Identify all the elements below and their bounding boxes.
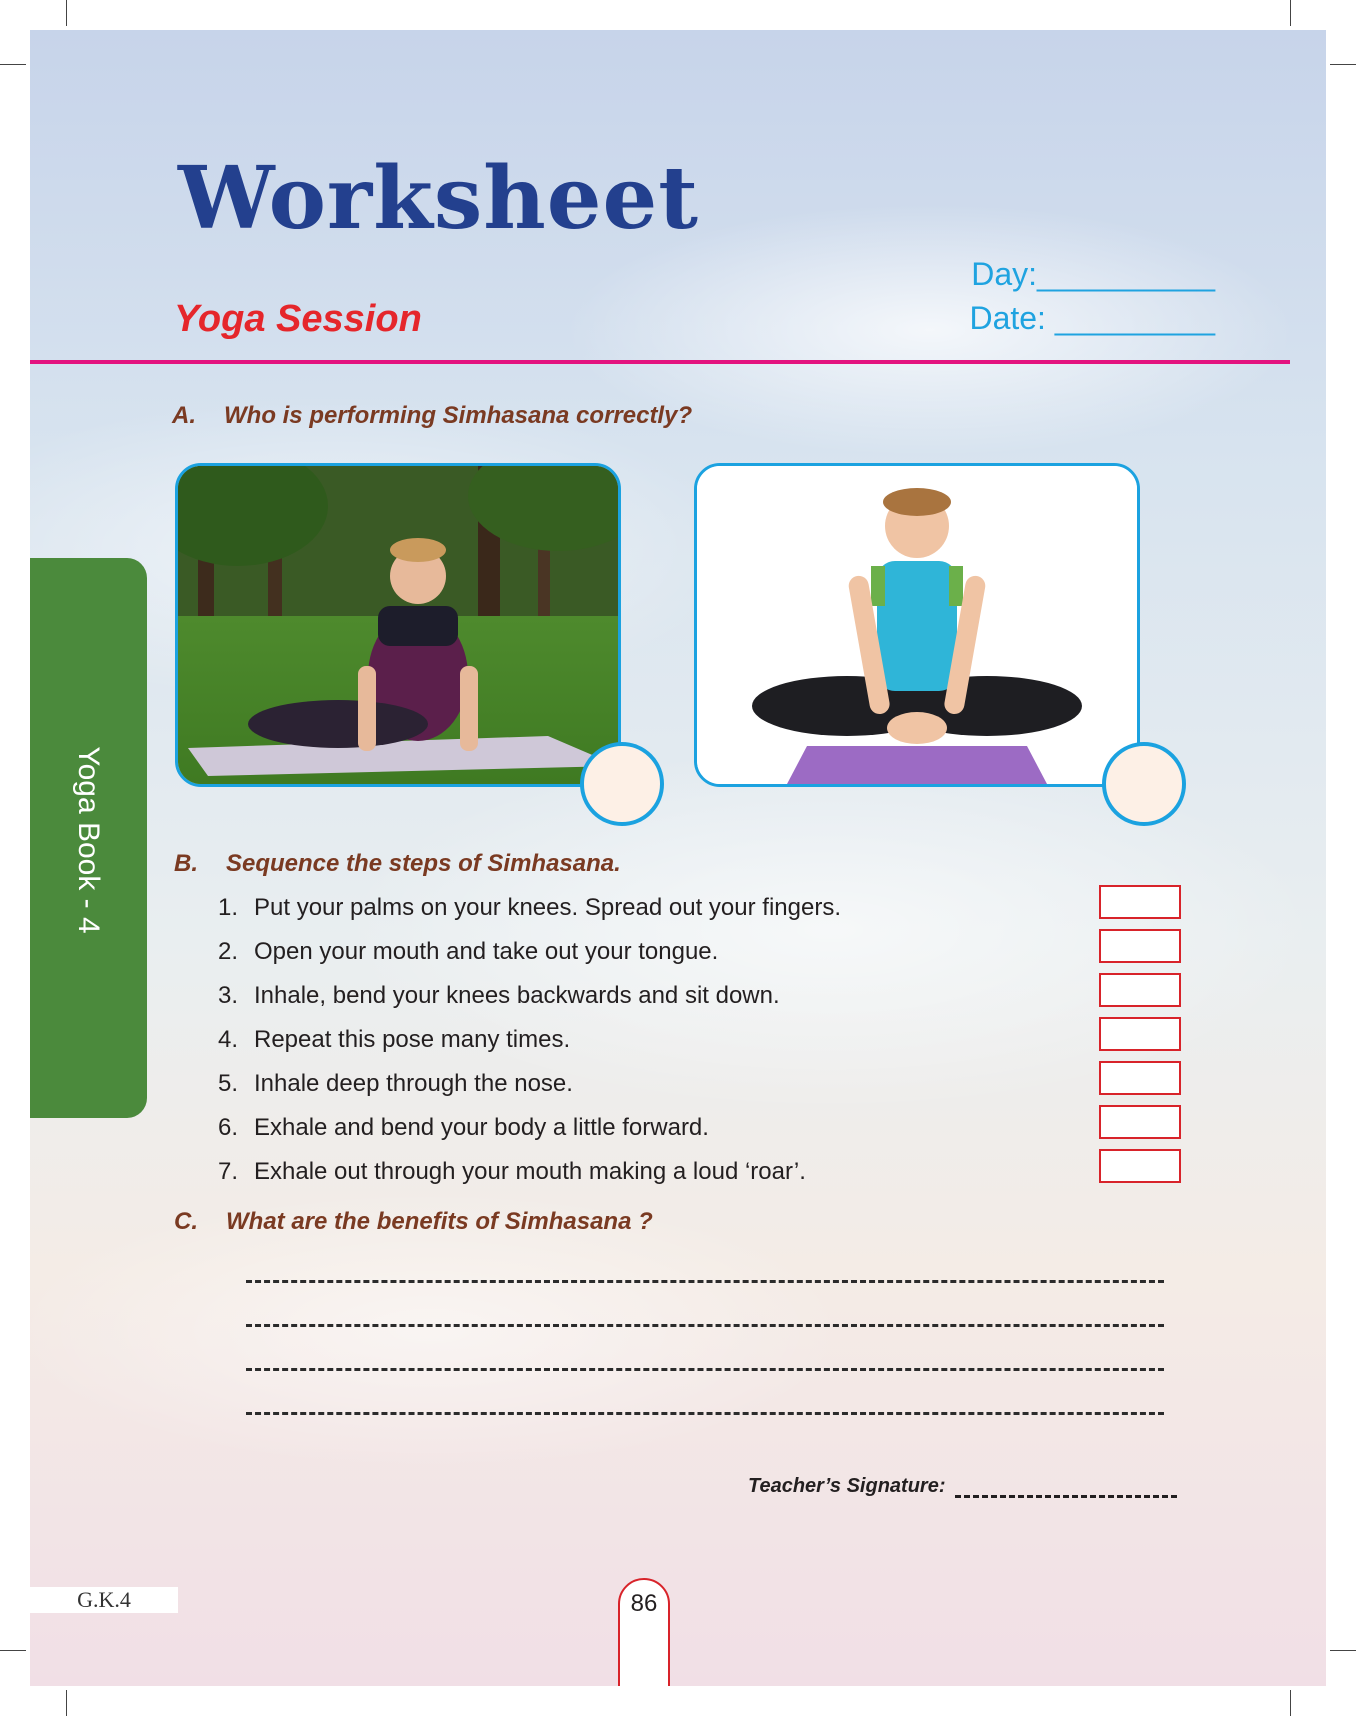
step-text: Put your palms on your knees. Spread out your fingers. xyxy=(254,894,841,921)
sequence-answer-box[interactable] xyxy=(1099,1149,1181,1183)
crop-mark xyxy=(1330,64,1356,65)
header-divider xyxy=(30,360,1290,364)
page-number: 86 xyxy=(618,1578,670,1686)
question-a-letter: A. xyxy=(172,402,196,429)
step-number: 7. xyxy=(217,1158,238,1185)
step-number: 1. xyxy=(217,894,238,921)
sequence-answer-box[interactable] xyxy=(1099,1061,1181,1095)
step-number: 6. xyxy=(217,1114,238,1141)
step-text: Exhale out through your mouth making a loud ‘roar’. xyxy=(254,1158,806,1185)
question-b-text: Sequence the steps of Simhasana. xyxy=(226,850,621,877)
crop-mark xyxy=(1330,1650,1356,1651)
date-field[interactable]: Date: _________ xyxy=(969,300,1215,336)
crop-mark xyxy=(1290,1690,1291,1716)
side-tab-label: Yoga Book - 4 xyxy=(72,746,105,934)
step-text: Repeat this pose many times. xyxy=(254,1026,571,1053)
crop-mark xyxy=(0,64,26,65)
answer-line[interactable] xyxy=(246,1324,1164,1327)
question-c-text: What are the benefits of Simhasana ? xyxy=(226,1208,653,1235)
question-a xyxy=(172,402,692,430)
answer-line[interactable] xyxy=(246,1280,1164,1283)
sequence-answer-box[interactable] xyxy=(1099,929,1181,963)
day-field[interactable]: Day:__________ xyxy=(971,256,1215,292)
crop-mark xyxy=(0,1650,26,1651)
photo-outdoor-pose xyxy=(175,463,621,787)
question-c-letter: C. xyxy=(174,1208,198,1235)
question-a-text: Who is performing Simhasana correctly? xyxy=(224,402,693,429)
sequence-answer-box[interactable] xyxy=(1099,885,1181,919)
answer-circle-a1[interactable] xyxy=(580,742,664,826)
question-c xyxy=(174,1208,653,1236)
question-b xyxy=(174,850,621,878)
crop-mark xyxy=(66,0,67,26)
list-item xyxy=(188,1026,888,1066)
photo-studio-pose xyxy=(694,463,1140,787)
answer-circle-a2[interactable] xyxy=(1102,742,1186,826)
answer-line[interactable] xyxy=(246,1368,1164,1371)
step-number: 5. xyxy=(217,1070,238,1097)
list-item xyxy=(188,938,888,978)
page-subtitle: Yoga Session xyxy=(174,298,422,340)
step-number: 3. xyxy=(217,982,238,1009)
list-item xyxy=(188,1158,888,1198)
book-code: G.K.4 xyxy=(30,1587,178,1613)
crop-mark xyxy=(66,1690,67,1716)
list-item xyxy=(188,1070,888,1110)
signature-line[interactable] xyxy=(955,1495,1177,1498)
worksheet-page xyxy=(30,30,1326,1686)
sequence-answer-box[interactable] xyxy=(1099,1017,1181,1051)
sequence-answer-box[interactable] xyxy=(1099,1105,1181,1139)
step-number: 2. xyxy=(217,938,238,965)
day-date-block xyxy=(885,252,1215,340)
list-item xyxy=(188,982,888,1022)
page-title: Worksheet xyxy=(178,148,699,249)
step-text: Inhale, bend your knees backwards and sit down. xyxy=(254,982,780,1009)
step-text: Exhale and bend your body a little forward. xyxy=(254,1114,709,1141)
step-text: Inhale deep through the nose. xyxy=(254,1070,573,1097)
question-b-letter: B. xyxy=(174,850,198,877)
step-number: 4. xyxy=(217,1026,238,1053)
list-item xyxy=(188,1114,888,1154)
signature-label: Teacher’s Signature: xyxy=(748,1475,946,1497)
step-text: Open your mouth and take out your tongue. xyxy=(254,938,719,965)
crop-mark xyxy=(1290,0,1291,26)
sequence-answer-box[interactable] xyxy=(1099,973,1181,1007)
answer-line[interactable] xyxy=(246,1412,1164,1415)
list-item xyxy=(188,894,888,934)
